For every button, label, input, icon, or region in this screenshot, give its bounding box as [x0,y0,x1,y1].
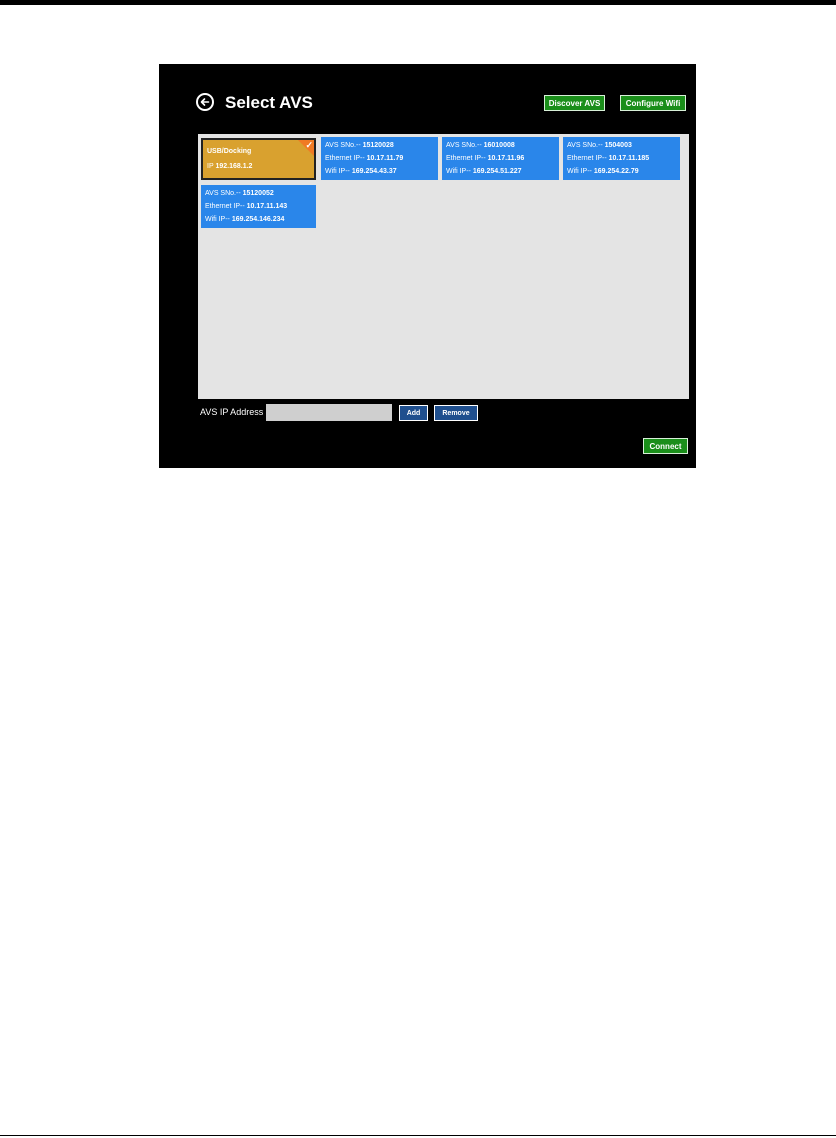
device-wifi-ip: Wifi IP-- 169.254.51.227 [446,168,522,175]
page-title: Select AVS [225,93,313,112]
back-button[interactable] [196,93,214,111]
device-list [198,134,689,399]
device-card[interactable] [563,137,680,180]
device-ethernet-ip: Ethernet IP-- 10.17.11.143 [205,203,288,210]
top-rule [0,0,836,5]
bottom-rule [0,1135,836,1136]
connect-button[interactable]: Connect [643,438,688,454]
device-ethernet-ip: Ethernet IP-- 10.17.11.96 [446,155,525,162]
add-button[interactable]: Add [399,405,428,421]
check-icon: ✓ [305,140,313,150]
device-wifi-ip: Wifi IP-- 169.254.43.37 [325,168,397,175]
device-sno: AVS SNo.-- 15120052 [205,190,274,197]
device-sno: AVS SNo.-- 1504003 [567,142,632,149]
device-card[interactable] [321,137,438,180]
device-sno: AVS SNo.-- 15120028 [325,142,394,149]
remove-button[interactable]: Remove [434,405,478,421]
device-sno: AVS SNo.-- 16010008 [446,142,515,149]
device-wifi-ip: Wifi IP-- 169.254.22.79 [567,168,639,175]
device-ethernet-ip: Ethernet IP-- 10.17.11.79 [325,155,404,162]
device-card[interactable] [201,185,316,228]
device-wifi-ip: Wifi IP-- 169.254.146.234 [205,216,285,223]
configure-wifi-button[interactable]: Configure Wifi [620,95,686,111]
discover-avs-button[interactable]: Discover AVS [544,95,605,111]
device-card-usb[interactable] [201,138,316,180]
arrow-left-circle-icon [200,97,210,107]
device-card[interactable] [442,137,559,180]
avs-ip-address-input[interactable] [266,404,392,421]
device-ethernet-ip: Ethernet IP-- 10.17.11.185 [567,155,650,162]
app-window [159,64,696,468]
device-ip: IP 192.168.1.2 [207,163,253,170]
avs-ip-address-label: AVS IP Address [200,407,264,417]
device-title: USB/Docking [207,148,252,155]
